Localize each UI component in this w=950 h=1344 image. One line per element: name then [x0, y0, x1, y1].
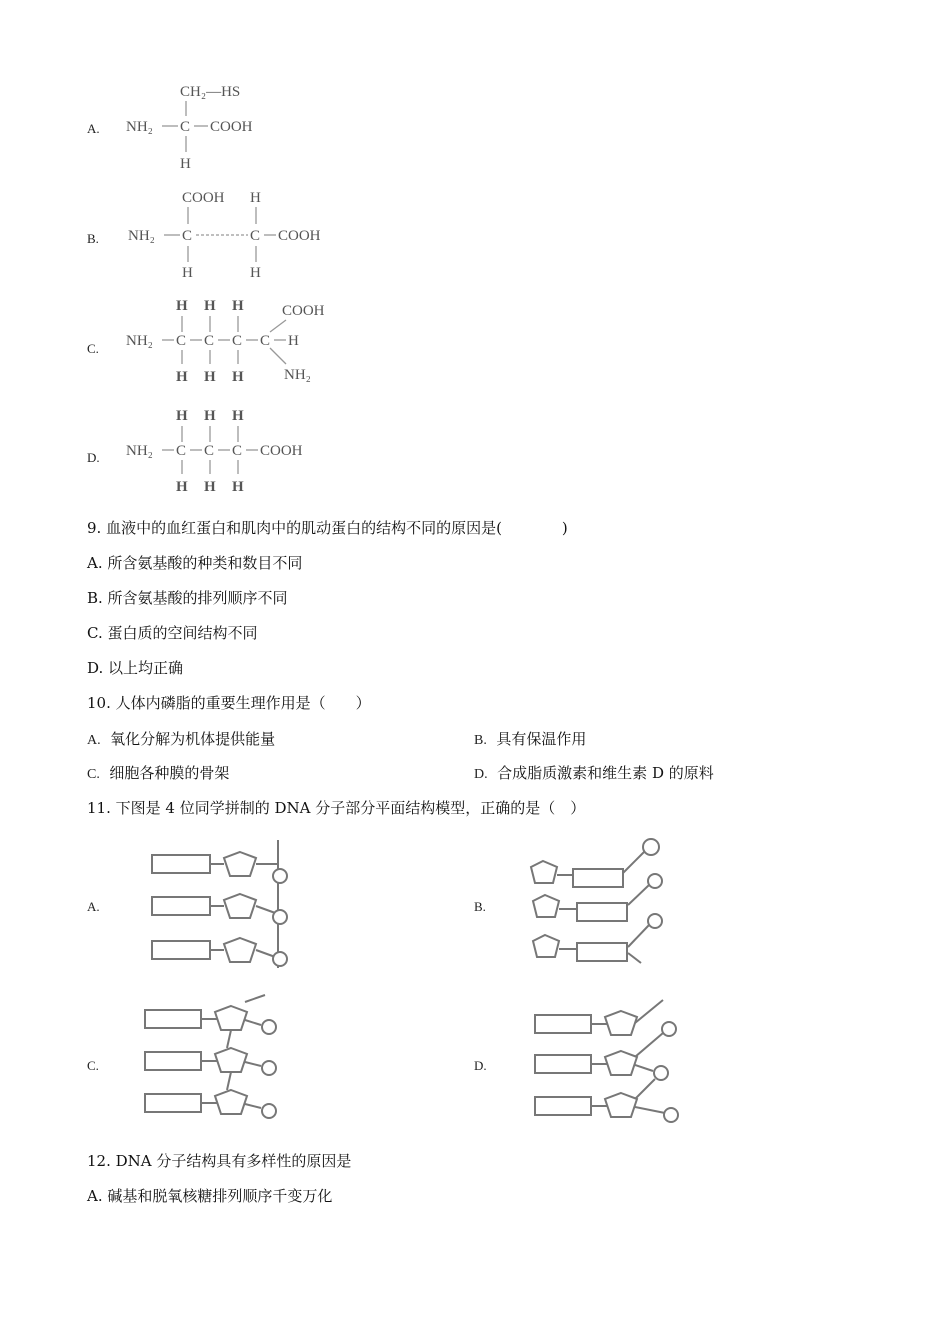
formula-center: C [180, 119, 191, 135]
q11-option-b-label[interactable]: B. [474, 899, 486, 914]
q11-option-c-diagram [135, 990, 295, 1125]
q8-option-b-label[interactable]: B. [87, 231, 99, 246]
q11-option-c-label[interactable]: C. [87, 1058, 99, 1073]
svg-text:C: C [232, 333, 243, 349]
q11-option-a-label[interactable]: A. [87, 899, 100, 914]
q9-stem: 9. 血液中的血红蛋白和肌肉中的肌动蛋白的结构不同的原因是( ) [87, 519, 568, 537]
svg-text:H: H [204, 408, 216, 424]
formula-top1: COOH [182, 190, 225, 206]
formula-bottom: H [180, 156, 191, 172]
q9-option-b[interactable]: B. 所含氨基酸的排列顺序不同 [87, 589, 288, 607]
svg-text:C: C [204, 443, 215, 459]
svg-text:H: H [176, 369, 188, 385]
q10-option-d[interactable]: D. 合成脂质激素和维生素 D 的原料 [474, 764, 714, 782]
formula-right: H [288, 333, 299, 349]
svg-text:C: C [176, 443, 187, 459]
formula-left: NH₂ [126, 443, 153, 459]
svg-text:H: H [176, 479, 188, 495]
q8-option-d-label[interactable]: D. [87, 450, 100, 465]
svg-text:H: H [232, 408, 244, 424]
svg-text:C: C [204, 333, 215, 349]
q8-option-b-formula [120, 184, 340, 284]
q9-option-c[interactable]: C. 蛋白质的空间结构不同 [87, 624, 258, 642]
q8-option-d-formula [120, 402, 340, 502]
q12-stem: 12. DNA 分子结构具有多样性的原因是 [87, 1152, 352, 1170]
q9-option-d[interactable]: D. 以上均正确 [87, 659, 184, 677]
q8-option-a-label[interactable]: A. [87, 121, 100, 136]
svg-text:H: H [232, 298, 244, 314]
formula-bottom-right: NH₂ [284, 367, 311, 383]
svg-text:C: C [260, 333, 271, 349]
q10-option-a[interactable]: A. 氧化分解为机体提供能量 [87, 730, 276, 748]
svg-text:C: C [176, 333, 187, 349]
svg-text:H: H [176, 298, 188, 314]
q10-option-b[interactable]: B. 具有保温作用 [474, 730, 587, 748]
svg-text:H: H [204, 369, 216, 385]
formula-top-right: COOH [282, 303, 325, 319]
formula-c1: C [182, 228, 193, 244]
q11-option-a-diagram [140, 838, 310, 973]
formula-left: NH₂ [128, 228, 155, 244]
svg-text:H: H [204, 298, 216, 314]
formula-left: NH₂ [126, 333, 153, 349]
formula-right: COOH [278, 228, 321, 244]
q12-option-a[interactable]: A. 碱基和脱氧核糖排列顺序千变万化 [87, 1187, 333, 1205]
q8-option-a-formula [120, 76, 280, 176]
svg-text:H: H [232, 369, 244, 385]
q10-stem: 10. 人体内磷脂的重要生理作用是（ ） [87, 694, 371, 712]
q8-option-c-label[interactable]: C. [87, 341, 99, 356]
q11-stem: 11. 下图是 4 位同学拼制的 DNA 分子部分平面结构模型，正确的是（ ） [87, 799, 586, 817]
formula-left: NH₂ [126, 119, 153, 135]
formula-right: COOH [210, 119, 253, 135]
svg-text:H: H [232, 479, 244, 495]
q11-option-b-diagram [525, 835, 695, 975]
formula-bottom2: H [250, 265, 261, 281]
svg-text:C: C [232, 443, 243, 459]
svg-text:H: H [204, 479, 216, 495]
formula-bottom1: H [182, 265, 193, 281]
q9-option-a[interactable]: A. 所含氨基酸的种类和数目不同 [87, 554, 303, 572]
svg-text:H: H [176, 408, 188, 424]
q11-option-d-label[interactable]: D. [474, 1058, 487, 1073]
formula-right: COOH [260, 443, 303, 459]
q10-option-c[interactable]: C. 细胞各种膜的骨架 [87, 764, 230, 782]
formula-top2: H [250, 190, 261, 206]
q11-option-d-diagram [525, 995, 695, 1130]
q8-option-c-formula [120, 292, 340, 392]
formula-top: CH₂—HS [180, 84, 241, 100]
formula-c2: C [250, 228, 261, 244]
